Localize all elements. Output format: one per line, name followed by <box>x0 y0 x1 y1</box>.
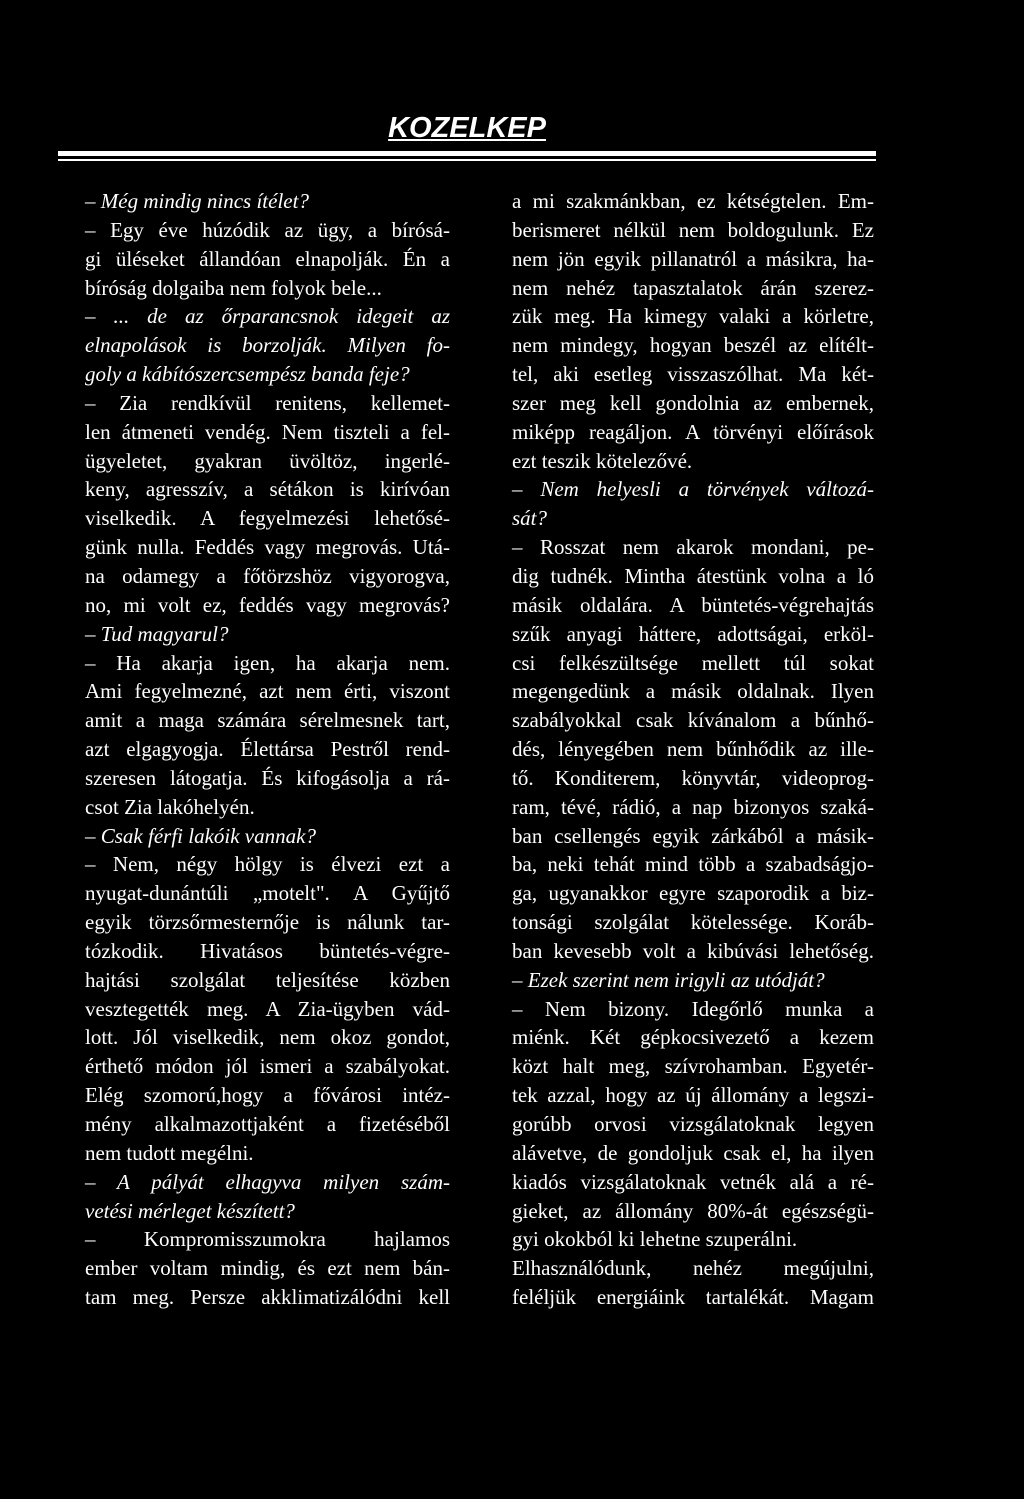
text-line: alávetve, de gondoljuk csak el, ha ilyen <box>512 1140 874 1165</box>
text-line: nyugat-dunántúli „motelt". A Gyűjtő <box>85 881 450 906</box>
header-rule-thick <box>58 151 876 156</box>
text-line: – Nem, négy hölgy is élvezi ezt a <box>85 852 450 877</box>
text-line: günk nulla. Feddés vagy megrovás. Utá- <box>85 535 450 560</box>
text-line: – Ha akarja igen, ha akarja nem. <box>85 650 450 675</box>
text-line: Elég szomorú,hogy a fővárosi intéz- <box>85 1083 450 1108</box>
text-line: nem jön egyik pillanatról a másikra, ha- <box>512 246 874 271</box>
text-line: ga, ugyanakkor egyre szaporodik a biz- <box>512 881 874 906</box>
text-line: keny, agresszív, a sétákon is kirívóan <box>85 477 450 502</box>
text-line: gi üléseket állandóan elnapolják. Én a <box>85 246 450 271</box>
text-line: – Rosszat nem akarok mondani, pe- <box>512 535 874 560</box>
text-line: tózkodik. Hivatásos büntetés-végre- <box>85 938 450 963</box>
text-line: miénk. Két gépkocsivezető a kezem <box>512 1025 874 1050</box>
text-line: – Még mindig nincs ítélet? <box>85 189 309 213</box>
text-line: – Kompromisszumokra hajlamos <box>85 1227 450 1252</box>
text-line: szeresen látogatja. És kifogásolja a rá- <box>85 765 450 790</box>
page-header <box>58 112 876 162</box>
text-line: – Tud magyarul? <box>85 621 229 646</box>
text-line: tel, aki esetleg visszaszólhat. Ma két- <box>512 362 874 387</box>
text-line: gorúbb orvosi vizsgálatoknak legyen <box>512 1112 874 1136</box>
text-line: gieket, az állomány 80%-át egészségü- <box>512 1198 874 1223</box>
text-line: hajtási szolgálat teljesítése közben <box>85 967 450 992</box>
text-line: viselkedik. A fegyelmezési lehetősé- <box>85 506 450 531</box>
text-line: lott. Jól viselkedik, nem okoz gondot, <box>85 1025 450 1050</box>
text-line: dig tudnék. Mintha átestünk volna a ló <box>512 563 874 588</box>
section-title: KOZELKEP <box>388 112 546 144</box>
text-line: tő. Konditerem, könyvtár, videoprog- <box>512 765 874 790</box>
text-line: tek azzal, hogy az új állomány a legszi- <box>512 1083 874 1108</box>
text-line: ügyeletet, gyakran üvöltöz, ingerlé- <box>85 448 450 473</box>
text-line: berismeret nélkül nem boldogulunk. Ez <box>512 217 874 242</box>
text-line: nem tudott megélni. <box>85 1140 254 1165</box>
text-line: Elhasználódunk, nehéz megújulni, <box>512 1256 874 1281</box>
text-line: mény alkalmazottjaként a fizetéséből <box>85 1112 450 1136</box>
text-line: szer meg kell gondolnia az embernek, <box>512 390 874 415</box>
text-line: megengedünk a másik oldalnak. Ilyen <box>512 679 874 704</box>
text-line: ram, tévé, rádió, a nap bizonyos szaká- <box>512 794 874 819</box>
text-line: ban kevesebb volt a kibúvási lehetőség. <box>512 938 874 963</box>
text-line: elnapolások is borzolják. Milyen fo- <box>85 333 450 358</box>
text-line: érthető módon jól ismeri a szabályokat. <box>85 1054 450 1079</box>
text-line: ban csellengés egyik zárkából a másik- <box>512 823 874 848</box>
text-line: na odamegy a főtörzshöz vigyorogva, <box>85 563 450 588</box>
text-line: goly a kábítószercsempész banda feje? <box>85 362 410 387</box>
text-line: Ami fegyelmezné, azt nem érti, viszont <box>85 679 450 704</box>
text-line: – A pályát elhagyva milyen szám- <box>85 1169 450 1194</box>
text-line: gyi okokból ki lehetne szuperálni. <box>512 1227 798 1252</box>
text-line: szabályokkal csak kívánalom a bűnhő- <box>512 708 874 733</box>
text-line: bíróság dolgaiba nem folyok bele... <box>85 275 382 300</box>
text-line: len átmeneti vendég. Nem tiszteli a fel- <box>85 419 450 444</box>
text-line: azt elgagyogja. Élettársa Pestről rend- <box>85 737 450 762</box>
text-line: a mi szakmánkban, ez kétségtelen. Em- <box>512 189 874 213</box>
text-line: – Ezek szerint nem irigyli az utódját? <box>512 967 825 992</box>
text-line: feléljük energiáink tartalékát. Magam <box>512 1285 874 1310</box>
text-line: nem nehéz tapasztalatok árán szerez- <box>512 275 874 300</box>
text-line: másik oldalára. A büntetés-végrehajtás <box>512 592 874 617</box>
text-line: dés, lényegében nem bűnhődik az ille- <box>512 737 874 762</box>
text-line: tonsági szolgálat kötelessége. Koráb- <box>512 910 874 935</box>
text-line: nem mindegy, hogyan beszél az elítélt- <box>512 333 874 358</box>
text-line: vesztegették meg. A Zia-ügyben vád- <box>85 996 450 1021</box>
header-rule-thin <box>58 159 876 161</box>
text-line: kiadós vizsgálatoknak vetnék alá a ré- <box>512 1169 874 1194</box>
text-line: – Zia rendkívül renitens, kellemet- <box>85 390 450 415</box>
text-line: – Egy éve húzódik az ügy, a bírósá- <box>85 217 450 242</box>
text-line: csi felkészültsége mellett túl sokat <box>512 650 874 675</box>
text-line: közt halt meg, szívrohamban. Egyetér- <box>512 1054 874 1079</box>
text-line: zük meg. Ha kimegy valaki a körletre, <box>512 304 874 329</box>
text-line: ezt teszik kötelezővé. <box>512 448 693 473</box>
text-line: – Nem helyesli a törvények változá- <box>512 477 874 502</box>
text-line: sát? <box>512 506 548 531</box>
text-line: no, mi volt ez, feddés vagy megrovás? <box>85 592 450 617</box>
text-line: ember voltam mindig, és ezt nem bán- <box>85 1256 450 1281</box>
text-line: csot Zia lakóhelyén. <box>85 794 255 819</box>
left-text-column <box>85 187 450 1312</box>
text-line: amit a maga számára sérelmesnek tart, <box>85 708 450 733</box>
text-line: egyik törzsőrmesternője is nálunk tar- <box>85 910 450 935</box>
right-text-column <box>512 187 874 1312</box>
text-line: vetési mérleget készített? <box>85 1198 295 1223</box>
text-line: szűk anyagi háttere, adottságai, erköl- <box>512 621 874 646</box>
text-line: – Csak férfi lakóik vannak? <box>85 823 316 848</box>
text-line: miképp reagáljon. A törvényi előírások <box>512 419 874 444</box>
text-line: – ... de az őrparancsnok idegeit az <box>85 304 450 329</box>
text-line: tam meg. Persze akklimatizálódni kell <box>85 1285 450 1310</box>
text-line: – Nem bizony. Idegőrlő munka a <box>512 996 874 1021</box>
text-line: ba, neki tehát mind több a szabadságjo- <box>512 852 874 877</box>
